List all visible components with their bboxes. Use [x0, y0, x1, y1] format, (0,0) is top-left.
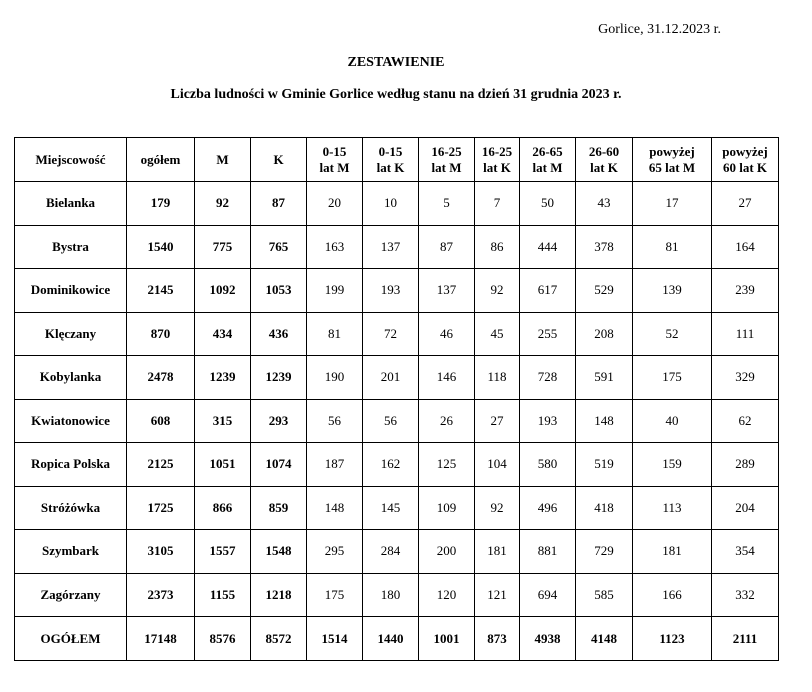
value-cell: 139 [633, 269, 712, 313]
value-cell: 175 [307, 573, 363, 617]
value-cell: 92 [195, 182, 251, 226]
document-subtitle: Liczba ludności w Gminie Gorlice według stanu na dzień 31 grudnia 2023 r. [170, 87, 622, 102]
column-header: ogółem [127, 138, 195, 182]
value-cell: 873 [475, 617, 520, 661]
table-row [15, 573, 779, 617]
column-header: M [195, 138, 251, 182]
value-cell: 137 [419, 269, 475, 313]
value-cell: 1092 [195, 269, 251, 313]
table-row [15, 312, 779, 356]
column-header: 26-65 lat M [520, 138, 576, 182]
value-cell: 859 [251, 486, 307, 530]
value-cell: 1218 [251, 573, 307, 617]
value-cell: 4148 [576, 617, 633, 661]
value-cell: 608 [127, 399, 195, 443]
value-cell: 190 [307, 356, 363, 400]
value-cell: 148 [307, 486, 363, 530]
locality-cell: Stróżówka [15, 486, 127, 530]
value-cell: 1001 [419, 617, 475, 661]
value-cell: 436 [251, 312, 307, 356]
table-total-row [15, 617, 779, 661]
value-cell: 92 [475, 486, 520, 530]
table-row [15, 225, 779, 269]
value-cell: 20 [307, 182, 363, 226]
value-cell: 870 [127, 312, 195, 356]
value-cell: 50 [520, 182, 576, 226]
value-cell: 694 [520, 573, 576, 617]
value-cell: 56 [307, 399, 363, 443]
value-cell: 289 [712, 443, 779, 487]
value-cell: 46 [419, 312, 475, 356]
value-cell: 204 [712, 486, 779, 530]
value-cell: 496 [520, 486, 576, 530]
table-header-row [15, 138, 779, 182]
value-cell: 293 [251, 399, 307, 443]
column-header: 16-25 lat M [419, 138, 475, 182]
value-cell: 444 [520, 225, 576, 269]
column-header: powyżej 60 lat K [712, 138, 779, 182]
value-cell: 2373 [127, 573, 195, 617]
value-cell: 201 [363, 356, 419, 400]
value-cell: 180 [363, 573, 419, 617]
value-cell: 2111 [712, 617, 779, 661]
population-table [14, 137, 779, 661]
value-cell: 148 [576, 399, 633, 443]
value-cell: 284 [363, 530, 419, 574]
table-row [15, 530, 779, 574]
value-cell: 519 [576, 443, 633, 487]
locality-cell: Klęczany [15, 312, 127, 356]
locality-cell: Dominikowice [15, 269, 127, 313]
value-cell: 43 [576, 182, 633, 226]
value-cell: 118 [475, 356, 520, 400]
locality-cell: Kobylanka [15, 356, 127, 400]
table-row [15, 443, 779, 487]
value-cell: 529 [576, 269, 633, 313]
value-cell: 1540 [127, 225, 195, 269]
value-cell: 585 [576, 573, 633, 617]
column-header: Miejscowość [15, 138, 127, 182]
value-cell: 162 [363, 443, 419, 487]
value-cell: 193 [520, 399, 576, 443]
value-cell: 765 [251, 225, 307, 269]
value-cell: 354 [712, 530, 779, 574]
value-cell: 1514 [307, 617, 363, 661]
locality-cell: Kwiatonowice [15, 399, 127, 443]
value-cell: 434 [195, 312, 251, 356]
locality-cell: OGÓŁEM [15, 617, 127, 661]
value-cell: 181 [475, 530, 520, 574]
value-cell: 104 [475, 443, 520, 487]
column-header: 16-25 lat K [475, 138, 520, 182]
value-cell: 27 [475, 399, 520, 443]
value-cell: 418 [576, 486, 633, 530]
value-cell: 52 [633, 312, 712, 356]
value-cell: 4938 [520, 617, 576, 661]
value-cell: 1123 [633, 617, 712, 661]
value-cell: 239 [712, 269, 779, 313]
value-cell: 2145 [127, 269, 195, 313]
locality-cell: Zagórzany [15, 573, 127, 617]
locality-cell: Bielanka [15, 182, 127, 226]
value-cell: 3105 [127, 530, 195, 574]
document-date: Gorlice, 31.12.2023 r. [598, 22, 721, 37]
value-cell: 295 [307, 530, 363, 574]
document-title: ZESTAWIENIE [347, 55, 445, 70]
locality-cell: Ropica Polska [15, 443, 127, 487]
value-cell: 92 [475, 269, 520, 313]
value-cell: 329 [712, 356, 779, 400]
value-cell: 56 [363, 399, 419, 443]
value-cell: 591 [576, 356, 633, 400]
value-cell: 109 [419, 486, 475, 530]
value-cell: 166 [633, 573, 712, 617]
value-cell: 775 [195, 225, 251, 269]
table-row [15, 486, 779, 530]
value-cell: 729 [576, 530, 633, 574]
value-cell: 62 [712, 399, 779, 443]
value-cell: 87 [251, 182, 307, 226]
value-cell: 163 [307, 225, 363, 269]
value-cell: 315 [195, 399, 251, 443]
value-cell: 728 [520, 356, 576, 400]
value-cell: 81 [307, 312, 363, 356]
value-cell: 2478 [127, 356, 195, 400]
value-cell: 26 [419, 399, 475, 443]
value-cell: 1074 [251, 443, 307, 487]
value-cell: 1548 [251, 530, 307, 574]
value-cell: 72 [363, 312, 419, 356]
value-cell: 17148 [127, 617, 195, 661]
value-cell: 199 [307, 269, 363, 313]
value-cell: 8576 [195, 617, 251, 661]
value-cell: 120 [419, 573, 475, 617]
value-cell: 125 [419, 443, 475, 487]
locality-cell: Szymbark [15, 530, 127, 574]
column-header: powyżej 65 lat M [633, 138, 712, 182]
value-cell: 580 [520, 443, 576, 487]
column-header: 0-15 lat M [307, 138, 363, 182]
value-cell: 2125 [127, 443, 195, 487]
table-row [15, 182, 779, 226]
value-cell: 17 [633, 182, 712, 226]
value-cell: 208 [576, 312, 633, 356]
value-cell: 881 [520, 530, 576, 574]
value-cell: 617 [520, 269, 576, 313]
value-cell: 187 [307, 443, 363, 487]
value-cell: 1155 [195, 573, 251, 617]
value-cell: 866 [195, 486, 251, 530]
value-cell: 121 [475, 573, 520, 617]
column-header: 26-60 lat K [576, 138, 633, 182]
value-cell: 40 [633, 399, 712, 443]
value-cell: 164 [712, 225, 779, 269]
value-cell: 332 [712, 573, 779, 617]
locality-cell: Bystra [15, 225, 127, 269]
value-cell: 1239 [251, 356, 307, 400]
value-cell: 1725 [127, 486, 195, 530]
value-cell: 181 [633, 530, 712, 574]
value-cell: 111 [712, 312, 779, 356]
table-row [15, 356, 779, 400]
value-cell: 81 [633, 225, 712, 269]
value-cell: 193 [363, 269, 419, 313]
column-header: K [251, 138, 307, 182]
value-cell: 179 [127, 182, 195, 226]
value-cell: 255 [520, 312, 576, 356]
value-cell: 45 [475, 312, 520, 356]
value-cell: 137 [363, 225, 419, 269]
value-cell: 378 [576, 225, 633, 269]
value-cell: 7 [475, 182, 520, 226]
value-cell: 200 [419, 530, 475, 574]
table-row [15, 399, 779, 443]
value-cell: 1557 [195, 530, 251, 574]
value-cell: 146 [419, 356, 475, 400]
value-cell: 1053 [251, 269, 307, 313]
value-cell: 113 [633, 486, 712, 530]
value-cell: 86 [475, 225, 520, 269]
value-cell: 1051 [195, 443, 251, 487]
value-cell: 1440 [363, 617, 419, 661]
table-row [15, 269, 779, 313]
value-cell: 8572 [251, 617, 307, 661]
value-cell: 175 [633, 356, 712, 400]
value-cell: 10 [363, 182, 419, 226]
value-cell: 1239 [195, 356, 251, 400]
value-cell: 145 [363, 486, 419, 530]
value-cell: 27 [712, 182, 779, 226]
value-cell: 87 [419, 225, 475, 269]
value-cell: 5 [419, 182, 475, 226]
value-cell: 159 [633, 443, 712, 487]
column-header: 0-15 lat K [363, 138, 419, 182]
